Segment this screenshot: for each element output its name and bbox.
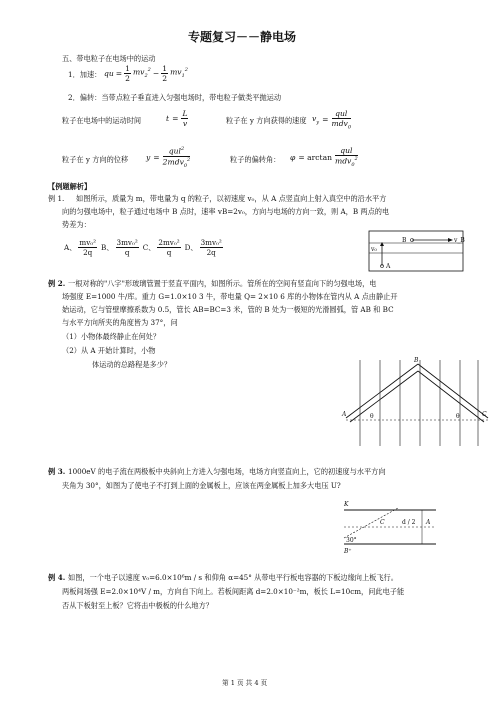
ex1-line2: 向的匀强电场中，粒子通过电场中 B 点时，速率 vB=2v₀，方向与电场的方向一致，则 A，B 两点的电 bbox=[62, 207, 390, 216]
y-formula: y = $\frac{qul^2}{2mdv_0^2}$ bbox=[146, 146, 191, 169]
page-title: 专题复习－－静电场 bbox=[188, 30, 297, 44]
section-heading: 五、带电粒子在电场中的运动 bbox=[62, 54, 156, 63]
fig-label-b: B⁺ bbox=[344, 548, 352, 555]
y-label: 粒子在 y 方向的位移 bbox=[62, 155, 129, 164]
ex2-line4: 与水平方向所夹的角度皆为 37°，问 bbox=[62, 318, 178, 327]
fig-label-b: B bbox=[402, 237, 407, 244]
fig-label-theta-right: θ bbox=[456, 413, 460, 420]
ex1-label: 例 1. bbox=[48, 194, 65, 203]
ex3-label: 例 3. bbox=[48, 467, 66, 476]
option-b: $\frac{\text{3mv₀²}}{q}$ bbox=[116, 238, 138, 257]
ex3-line2: 夹角为 30°，如图为了使电子不打到上面的金属板上，应该在两金属板上加多大电压 U? bbox=[62, 481, 341, 490]
item1-label: 1．加速： bbox=[68, 70, 102, 79]
fig-label-b: B bbox=[414, 357, 419, 364]
option-d: $\frac{\text{3mv₀²}}{2q}$ bbox=[200, 238, 222, 257]
time-formula: t = $\frac{L}{v}$ bbox=[166, 109, 188, 128]
ex3-line1: 1000eV 的电子流在两极板中央斜向上方进入匀强电场，电场方向竖直向上，它的初速度与水平方向 bbox=[68, 467, 386, 476]
fig-label-vb: v_B bbox=[454, 237, 465, 244]
tube-bc-upper bbox=[418, 364, 488, 418]
ex4-line1: 如图，一个电子以速度 v₀=6.0×10⁶m / s 和仰角 α=45° 从带电平行板电容器的下板边缘向上板飞行。 bbox=[68, 573, 398, 582]
phi-label: 粒子的偏转角： bbox=[230, 155, 281, 164]
option-d-letter: D、 bbox=[184, 242, 198, 252]
fig-label-c: C bbox=[380, 519, 385, 526]
ex2-q1: （1）小物体最终静止在何处？ bbox=[62, 332, 161, 341]
accel-formula: qu = $\frac{1}{2}$ $mv_2^2$ − $\frac{1}{2}$ $mv_1^2$ bbox=[104, 64, 188, 83]
ex2-figure bbox=[340, 358, 490, 450]
fig-label-v0: v₀ bbox=[371, 246, 377, 253]
vy-label: 粒子在 y 方向获得的速度 bbox=[226, 116, 307, 125]
ex2-line3: 始运动，它与管壁摩擦系数为 0.5，管长 AB=BC=3 米，管的 B 处为一极短的光滑圆弧，管 AB 和 BC bbox=[62, 305, 394, 314]
fig-label-a: A bbox=[426, 519, 431, 526]
ex1-line1: 如图所示，质量为 m，带电量为 q 的粒子，以初速度 v₀，从 A 点竖直向上射入真空中的沿水平方 bbox=[76, 194, 387, 203]
ex4-line2: 两板间场强 E=2.0×10⁴V / m，方向自下向上。若板间距离 d=2.0×10⁻²m，板长 L=10cm，问此电子能 bbox=[62, 587, 405, 596]
option-a-letter: A、 bbox=[64, 242, 77, 252]
item2-text: 2．偏转：当带点粒子垂直进入匀强电场时，带电粒子做类平抛运动 bbox=[68, 93, 282, 102]
ex1-figure bbox=[368, 230, 464, 272]
ex4-label: 例 4. bbox=[48, 573, 66, 582]
time-label: 粒子在电场中的运动时间 bbox=[62, 116, 142, 125]
tube-bc-lower bbox=[418, 371, 484, 422]
electron-path bbox=[344, 508, 398, 538]
fig-label-a: A bbox=[342, 411, 347, 418]
ex2-label: 例 2. bbox=[48, 279, 66, 288]
phi-formula: φ = arctan $\frac{\text{qul}}{mdv_0^2}$ bbox=[290, 146, 358, 169]
field-lines bbox=[360, 360, 478, 446]
v0-arrowhead bbox=[380, 242, 384, 246]
fig-label-k: K bbox=[344, 501, 349, 508]
option-a: $\frac{\text{mv₀²}}{2q}$ bbox=[79, 238, 97, 257]
page-footer: 第 1 页 共 4 页 bbox=[222, 679, 268, 687]
tube-ab-upper bbox=[346, 364, 418, 418]
vy-formula: $v_y$ = $\frac{\text{qul}}{mdv_0}$ bbox=[312, 109, 352, 131]
ex2-line1: 一根对称的"八字"形玻璃管置于竖直平面内，如图所示。管所在的空间有竖直向下的匀强电场，电 bbox=[68, 279, 377, 288]
fig-label-a: A bbox=[386, 263, 391, 270]
option-b-letter: B、 bbox=[101, 242, 114, 252]
vb-arrowhead bbox=[448, 238, 453, 242]
ex2-q2b: 体运动的总路程是多少？ bbox=[92, 360, 172, 369]
option-c-letter: C、 bbox=[142, 242, 156, 252]
fig-label-c: C bbox=[482, 411, 487, 418]
ex2-line2: 场强度 E=1000 牛/库。重力 G=1.0×10 3 牛，带电量 Q= 2×10 6 库的小物体在管内从 A 点由静止开 bbox=[62, 292, 398, 301]
ex4-line3: 否从下板射至上板？它将击中极板的什么地方？ bbox=[62, 601, 213, 610]
ex1-options bbox=[64, 238, 223, 257]
ex3-figure bbox=[340, 496, 440, 558]
fig-label-theta-left: θ bbox=[370, 413, 374, 420]
examples-heading: 【例题解析】 bbox=[48, 182, 92, 191]
fig-label-d2: d / 2 bbox=[402, 519, 416, 526]
option-c: $\frac{\text{2mv₀²}}{q}$ bbox=[158, 238, 180, 257]
ex1-line3: 势差为： bbox=[62, 220, 91, 229]
ex2-q2: （2）从 A 开始计算时，小物 bbox=[62, 346, 156, 355]
fig-label-angle: 30° bbox=[346, 537, 357, 544]
